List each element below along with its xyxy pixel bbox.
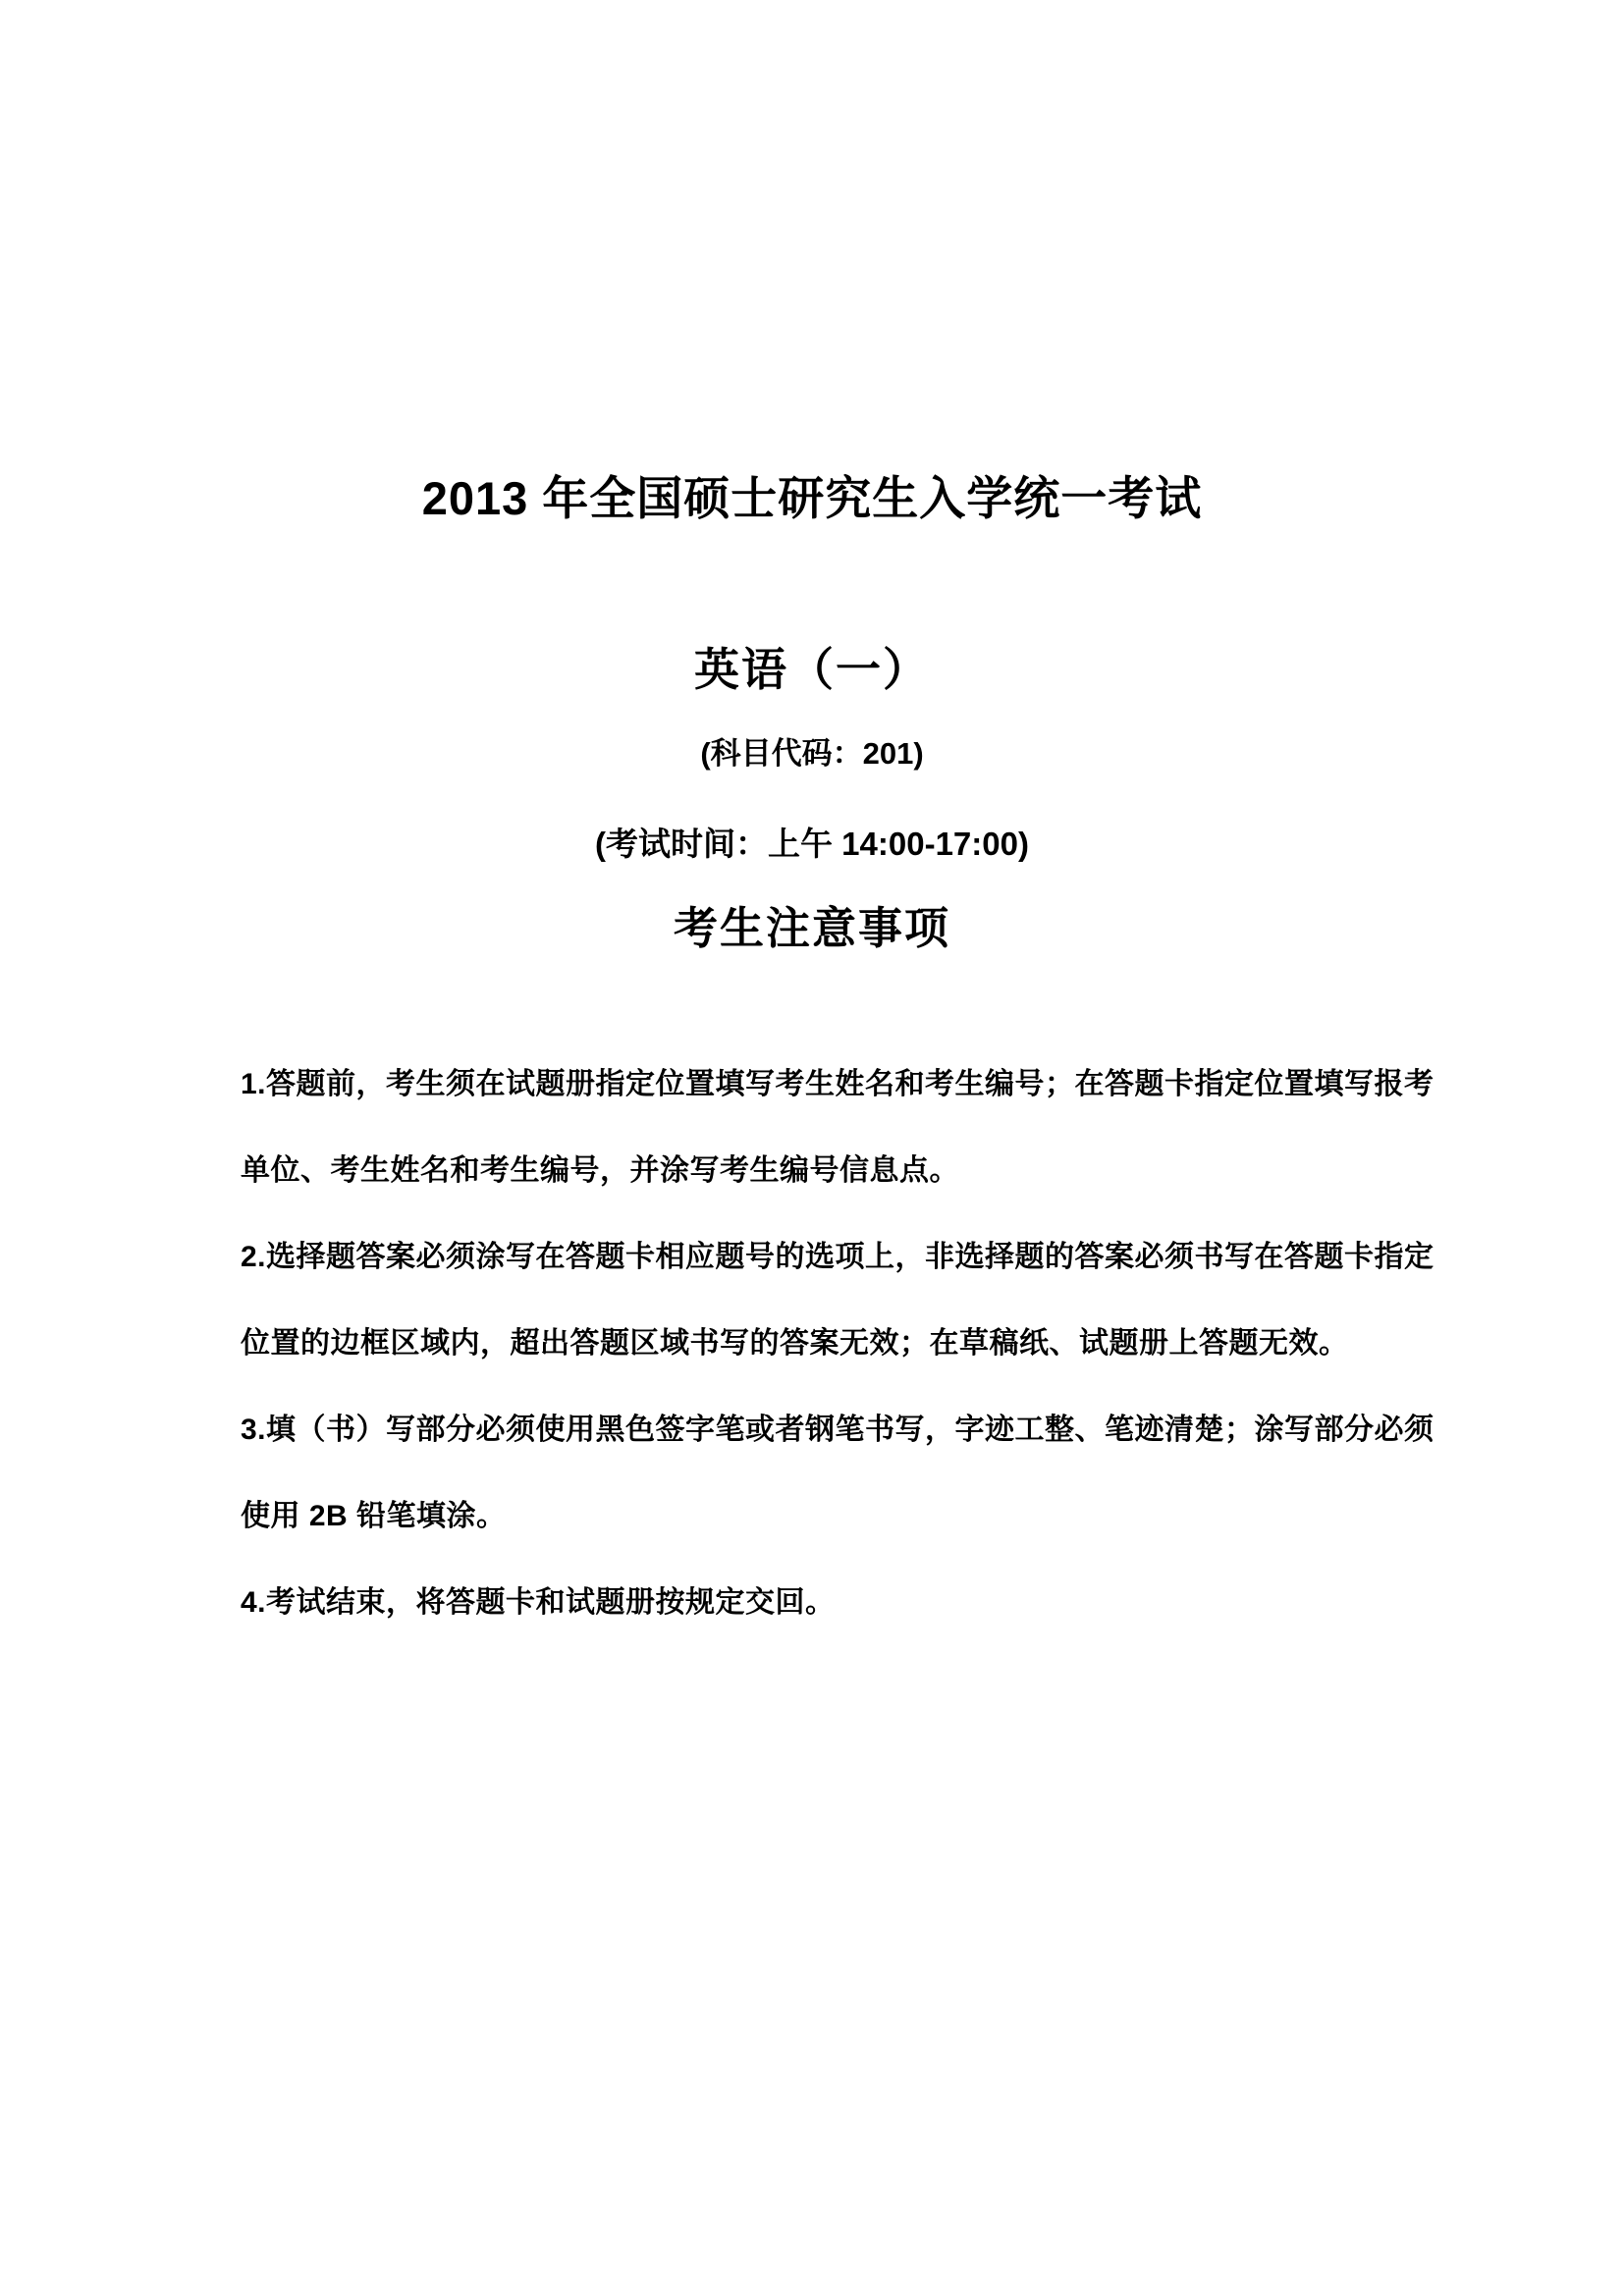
exam-time: (考试时间：上午 14:00-17:00)	[595, 826, 1029, 862]
page-title: 2013 年全国硕士研究生入学统一考试	[421, 472, 1203, 524]
notice-line: 2.选择题答案必须涂写在答题卡相应题号的选项上，非选择题的答案必须书写在答题卡指定	[241, 1241, 1435, 1273]
subject-title: 英语（一）	[694, 644, 930, 695]
subject-code: (科目代码：201)	[700, 736, 924, 771]
notice-line: 单位、考生姓名和考生编号，并涂写考生编号信息点。	[241, 1154, 959, 1187]
notice-line: 3.填（书）写部分必须使用黑色签字笔或者钢笔书写，字迹工整、笔迹清楚；涂写部分必须	[241, 1414, 1435, 1446]
notice-line: 位置的边框区域内，超出答题区域书写的答案无效；在草稿纸、试题册上答题无效。	[241, 1327, 1349, 1360]
notice-line: 1.答题前，考生须在试题册指定位置填写考生姓名和考生编号；在答题卡指定位置填写报考	[241, 1068, 1435, 1100]
notice-line: 4.考试结束，将答题卡和试题册按规定交回。	[241, 1586, 836, 1619]
notice-body	[241, 1041, 1435, 1646]
notice-heading: 考生注意事项	[673, 903, 950, 953]
notice-line: 使用 2B 铅笔填涂。	[241, 1500, 507, 1532]
